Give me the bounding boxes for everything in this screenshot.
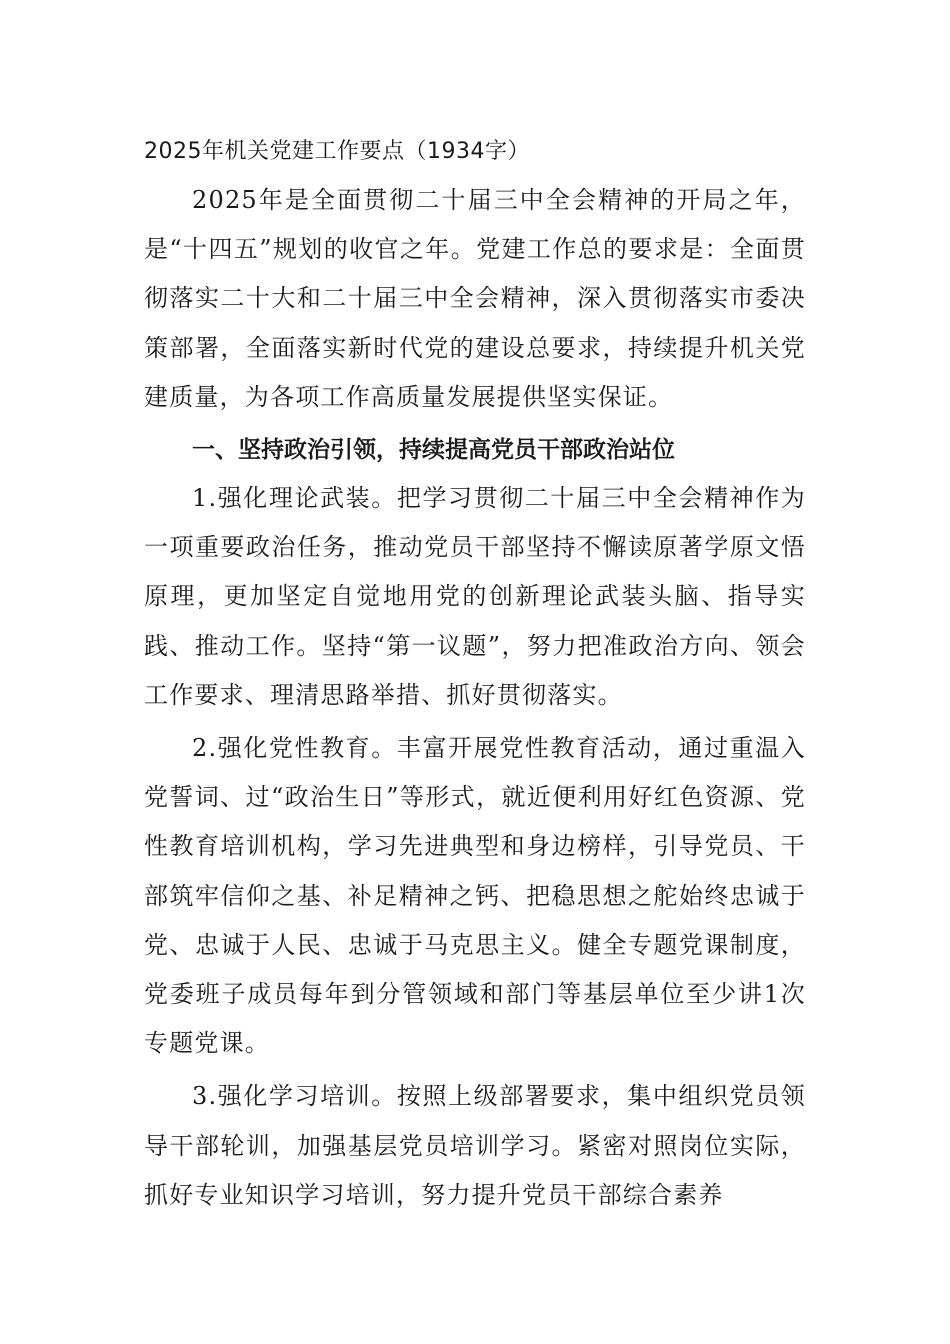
document-title: 2025年机关党建工作要点（1934字） [144, 139, 530, 164]
document-body [144, 128, 806, 1220]
section-1-item-1: 1.强化理论武装。把学习贯彻二十届三中全会精神作为一项重要政治任务，推动党员干部坚持不懈读原著学原文悟原理，更加坚定自觉地用党的创新理论武装头脑、指导实践、推动工作。坚持“第一议题”，努力把准政治方向、领会工作要求、理清思路举措、抓好贯彻落实。 [144, 484, 806, 709]
section-1-item-2: 2.强化党性教育。丰富开展党性教育活动，通过重温入党誓词、过“政治生日”等形式，就近便利用好红色资源、党性教育培训机构，学习先进典型和身边榜样，引导党员、干部筑牢信仰之基、补足精神之钙、把稳思想之舵始终忠诚于党、忠诚于人民、忠诚于马克思主义。健全专题党课制度，党委班子成员每年到分管领域和部门等基层单位至少讲1次专题党课。 [144, 734, 806, 1058]
section-heading-1: 一、坚持政治引领，持续提高党员干部政治站位 [192, 437, 675, 464]
section-1-item-3: 3.强化学习培训。按照上级部署要求，集中组织党员领导干部轮训，加强基层党员培训学习。紧密对照岗位实际，抓好专业知识学习培训，努力提升党员干部综合素养 [144, 1082, 806, 1209]
intro-paragraph: 2025年是全面贯彻二十届三中全会精神的开局之年，是“十四五”规划的收官之年。党建工作总的要求是：全面贯彻落实二十大和二十届三中全会精神，深入贯彻落实市委决策部署，全面落实新时代党的建设总要求，持续提升机关党建质量，为各项工作高质量发展提供坚实保证。 [144, 186, 806, 411]
